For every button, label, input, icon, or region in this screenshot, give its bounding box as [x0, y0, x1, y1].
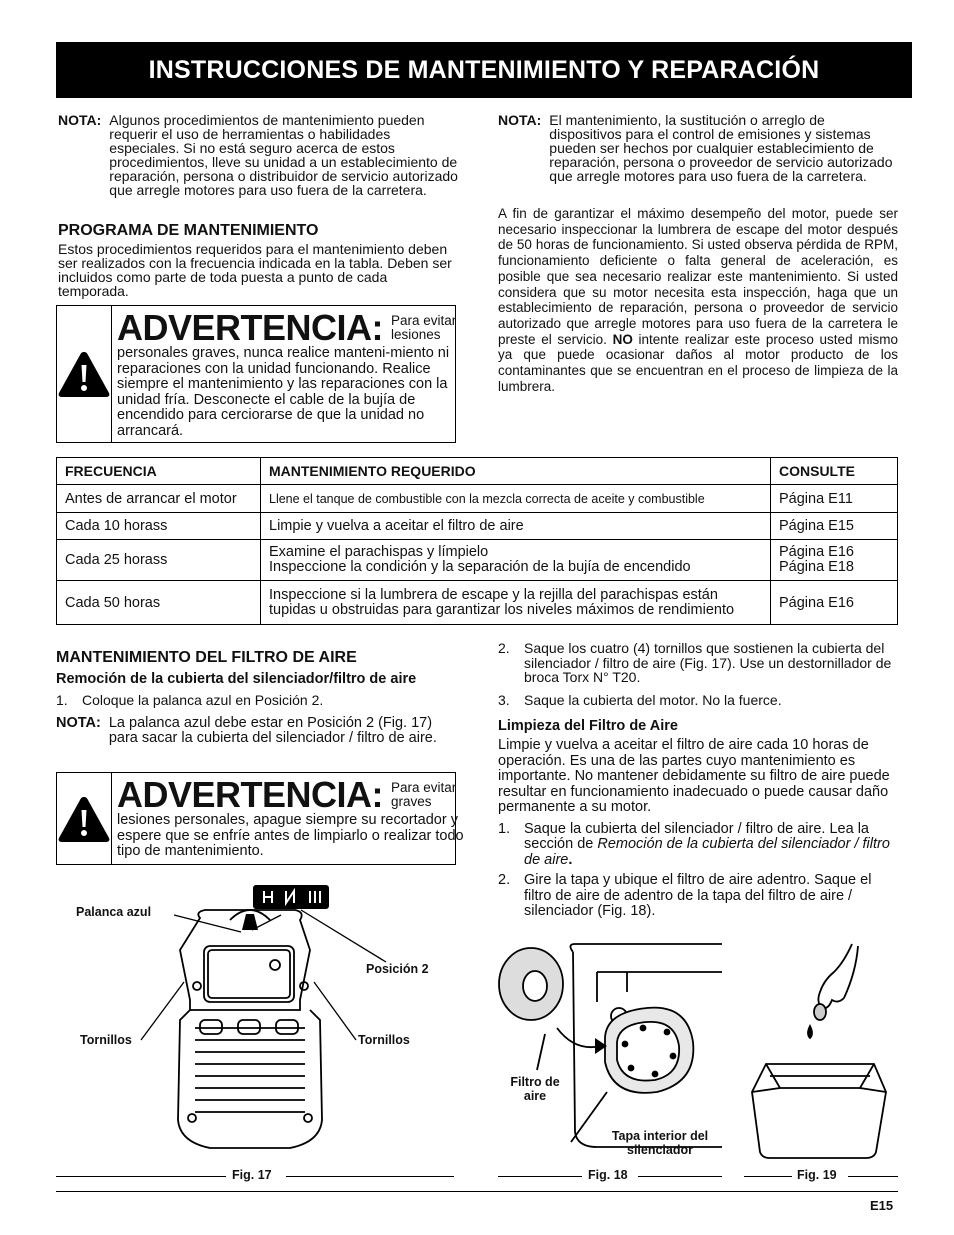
cell-task: Llene el tanque de combustible con la mezcla correcta de aceite y combustible	[261, 485, 771, 513]
lumbrera-paragraph	[498, 206, 898, 394]
table-row	[57, 513, 898, 540]
nota-2-label: NOTA:	[498, 112, 542, 128]
warning-2-title: ADVERTENCIA:	[117, 774, 384, 815]
cell-freq: Cada 25 horass	[57, 540, 261, 581]
cell-ref: Página E11	[771, 485, 898, 513]
step-2-number: 2.	[498, 640, 510, 656]
programa-heading: PROGRAMA DE MANTENIMIENTO	[58, 222, 319, 239]
footer-rule	[56, 1191, 898, 1192]
programa-text: Estos procedimientos requeridos para el mantenimiento deben ser realizados con la frecuencia indicada en la tabla. Deben ser incluidos como parte de toda puesta a punto de cada temporada.	[58, 241, 452, 299]
warning-1-text	[112, 306, 475, 442]
label-tornillos-right: Tornillos	[358, 1033, 410, 1047]
l1-number: 1.	[498, 820, 511, 837]
filtro-step-3	[498, 693, 898, 708]
fig18-caption: Fig. 18	[588, 1168, 628, 1182]
filtro-step-2	[498, 641, 898, 685]
fig19-caption-line-right	[848, 1176, 898, 1177]
col-header-mantenimiento: MANTENIMIENTO REQUERIDO	[261, 458, 771, 485]
l2-text: Gire la tapa y ubique el filtro de aire adentro. Saque el filtro de aire de adentro de la tapa del filtro de aire / silenciador (Fig. 18).	[524, 872, 872, 919]
cell-ref-line-1: Página E16	[779, 544, 854, 560]
filtro-nota-label: NOTA:	[56, 714, 101, 731]
warning-1-lead: Para evitar lesiones	[391, 313, 457, 342]
cell-task	[261, 581, 771, 625]
cell-ref-line-2: Página E18	[779, 559, 854, 575]
label-posicion-2: Posición 2	[366, 962, 429, 976]
l1-text	[524, 822, 898, 869]
fig19-caption-line-left	[744, 1176, 792, 1177]
step-2-text: Saque los cuatro (4) tornillos que sostienen la cubierta del silenciador / filtro de aire (Fig. 17). Use un destornillador de broca Torx N° T20.	[524, 640, 892, 685]
limpieza-step-2	[498, 873, 898, 920]
cell-task-line-1: Examine el parachispas y límpielo	[269, 544, 489, 560]
l2-number: 2.	[498, 872, 511, 888]
table-row	[57, 581, 898, 625]
maintenance-table	[56, 457, 898, 625]
cell-task-line-1: Inspeccione si la lumbrera de escape y la rejilla del parachispas están	[269, 586, 718, 603]
section-banner: INSTRUCCIONES DE MANTENIMIENTO Y REPARACIÓN	[56, 42, 912, 98]
fig17-caption-line-left	[56, 1176, 226, 1177]
warning-box-1	[56, 305, 456, 443]
warning-triangle-icon	[57, 349, 111, 399]
step-1-text: Coloque la palanca azul en Posición 2.	[82, 692, 324, 708]
label-filtro-de-aire: Filtro de aire	[510, 1075, 560, 1103]
nota-1-text: Algunos procedimientos de mantenimiento pueden requerir el uso de herramientas o habilidades especiales. Si no está seguro acerca de estos procedimientos, lleve su unidad a un establecimiento de reparación, persona o distribuidor de servicio autorizado que arregle motores para uso fuera de la carretera.	[109, 112, 458, 198]
step-3-number: 3.	[498, 691, 510, 708]
fig19-caption: Fig. 19	[797, 1168, 837, 1182]
limpieza-step-1	[498, 822, 898, 869]
table-row	[57, 485, 898, 513]
filtro-nota	[56, 716, 456, 747]
cell-freq: Cada 50 horas	[57, 581, 261, 625]
step-3-text: Saque la cubierta del motor. No la fuerce.	[524, 691, 782, 708]
warning-2-lead: Para evitar graves	[391, 780, 457, 809]
step-1-number: 1.	[56, 692, 68, 708]
cell-freq: Antes de arrancar el motor	[57, 485, 261, 513]
limpieza-heading: Limpieza del Filtro de Aire	[498, 718, 678, 734]
fig17-caption: Fig. 17	[232, 1168, 272, 1182]
cell-ref: Página E16	[771, 581, 898, 625]
fig18-caption-line-right	[638, 1176, 722, 1177]
filtro-section	[56, 649, 456, 747]
fig19-illustration	[740, 942, 900, 1162]
filtro-step-1	[56, 693, 456, 708]
lumbrera-text-b: intente realizar este proceso usted mismo ya que puede ocasionar daños al motor producto de los contaminantes que se encuentran en el proceso de limpieza de la lumbrera.	[498, 331, 898, 394]
warning-2-text	[112, 773, 475, 864]
fig18-caption-line-left	[498, 1176, 582, 1177]
nota-2-text: El mantenimiento, la sustitución o arreglo de dispositivos para el control de emisiones y sistemas pueden ser hechos por cualquier establecimiento de reparación, persona o proveedor de servicio autorizado que arregle motores para uso fuera de la carretera.	[549, 112, 893, 184]
l1-end: .	[568, 851, 573, 868]
limpieza-text: Limpie y vuelva a aceitar el filtro de aire cada 10 horas de operación. Es una de las partes cuyo mantenimiento es importante. No mantener debidamente su filtro de aire puede resultar en funcionamiento inadecuado o puede causar daño permanente a su motor.	[498, 737, 890, 815]
cell-task-line-2: tupidas u obstruidas para garantizar los niveles máximos de rendimiento	[269, 601, 735, 618]
warning-1-title: ADVERTENCIA:	[117, 307, 384, 348]
label-palanca-azul: Palanca azul	[76, 905, 152, 919]
filtro-heading: MANTENIMIENTO DEL FILTRO DE AIRE	[56, 649, 357, 666]
col-header-consulte: CONSULTE	[771, 458, 898, 485]
cell-task: Limpie y vuelva a aceitar el filtro de aire	[261, 513, 771, 540]
warning-1-body: personales graves, nunca realice manteni-miento ni reparaciones con la unidad funcionando. Realice siempre el mantenimiento y las reparaciones con la unidad fría. Desconecte el cable de la bujía de encendido para cerciorarse de que la unidad no arrancará.	[117, 345, 450, 439]
page-number: E15	[870, 1198, 894, 1213]
nota-1-label: NOTA:	[58, 112, 102, 128]
cell-ref	[771, 540, 898, 581]
warning-box-2	[56, 772, 464, 865]
cell-task	[261, 540, 771, 581]
nota-1	[58, 113, 458, 197]
filtro-steps-right	[498, 641, 898, 920]
filtro-subheading: Remoción de la cubierta del silenciador/filtro de aire	[56, 671, 417, 687]
table-header-row	[57, 458, 898, 485]
warning-icon-cell	[57, 306, 112, 442]
fig17-caption-line-right	[286, 1176, 454, 1177]
warning-2-body: lesiones personales, apague siempre su recortador y espere que se enfríe antes de limpiarlo o realizar todo tipo de mantenimiento.	[117, 812, 464, 859]
programa-section	[58, 222, 453, 298]
cell-ref: Página E15	[771, 513, 898, 540]
l1-text-a: Saque la cubierta del silenciador / filtro de aire. Lea la sección de	[524, 820, 869, 852]
col-header-frecuencia: FRECUENCIA	[57, 458, 261, 485]
filtro-nota-text: La palanca azul debe estar en Posición 2 (Fig. 17) para sacar la cubierta del silenciador / filtro de aire.	[108, 714, 437, 746]
l1-italic: Remoción de la cubierta del silenciador / filtro de aire	[524, 836, 890, 868]
label-tapa-interior: Tapa interior del silenciador	[611, 1129, 709, 1157]
warning-icon-cell	[57, 773, 112, 864]
lumbrera-text-a: A fin de garantizar el máximo desempeño del motor, puede ser necesario inspeccionar la lumbrera de escape del motor después de 50 horas de funcionamiento. Si usted observa pérdida de RPM, funcionamiento deficiente o falta general de aceleración, es posible que sea necesario realizar este mantenimiento. Si usted considera que su motor necesita esta inspección, haga que un establecimiento de reparación, persona o proveedor de servicio autorizado que arregle motores para uso fuera de la carretera le preste el servicio.	[498, 206, 898, 347]
nota-2	[498, 113, 898, 183]
cell-freq: Cada 10 horass	[57, 513, 261, 540]
table-row	[57, 540, 898, 581]
cell-task-line-2: Inspeccione la condición y la separación de la bujía de encendido	[269, 559, 691, 575]
label-tornillos-left: Tornillos	[80, 1033, 132, 1047]
lumbrera-no: NO	[612, 331, 633, 347]
warning-triangle-icon	[57, 794, 111, 844]
